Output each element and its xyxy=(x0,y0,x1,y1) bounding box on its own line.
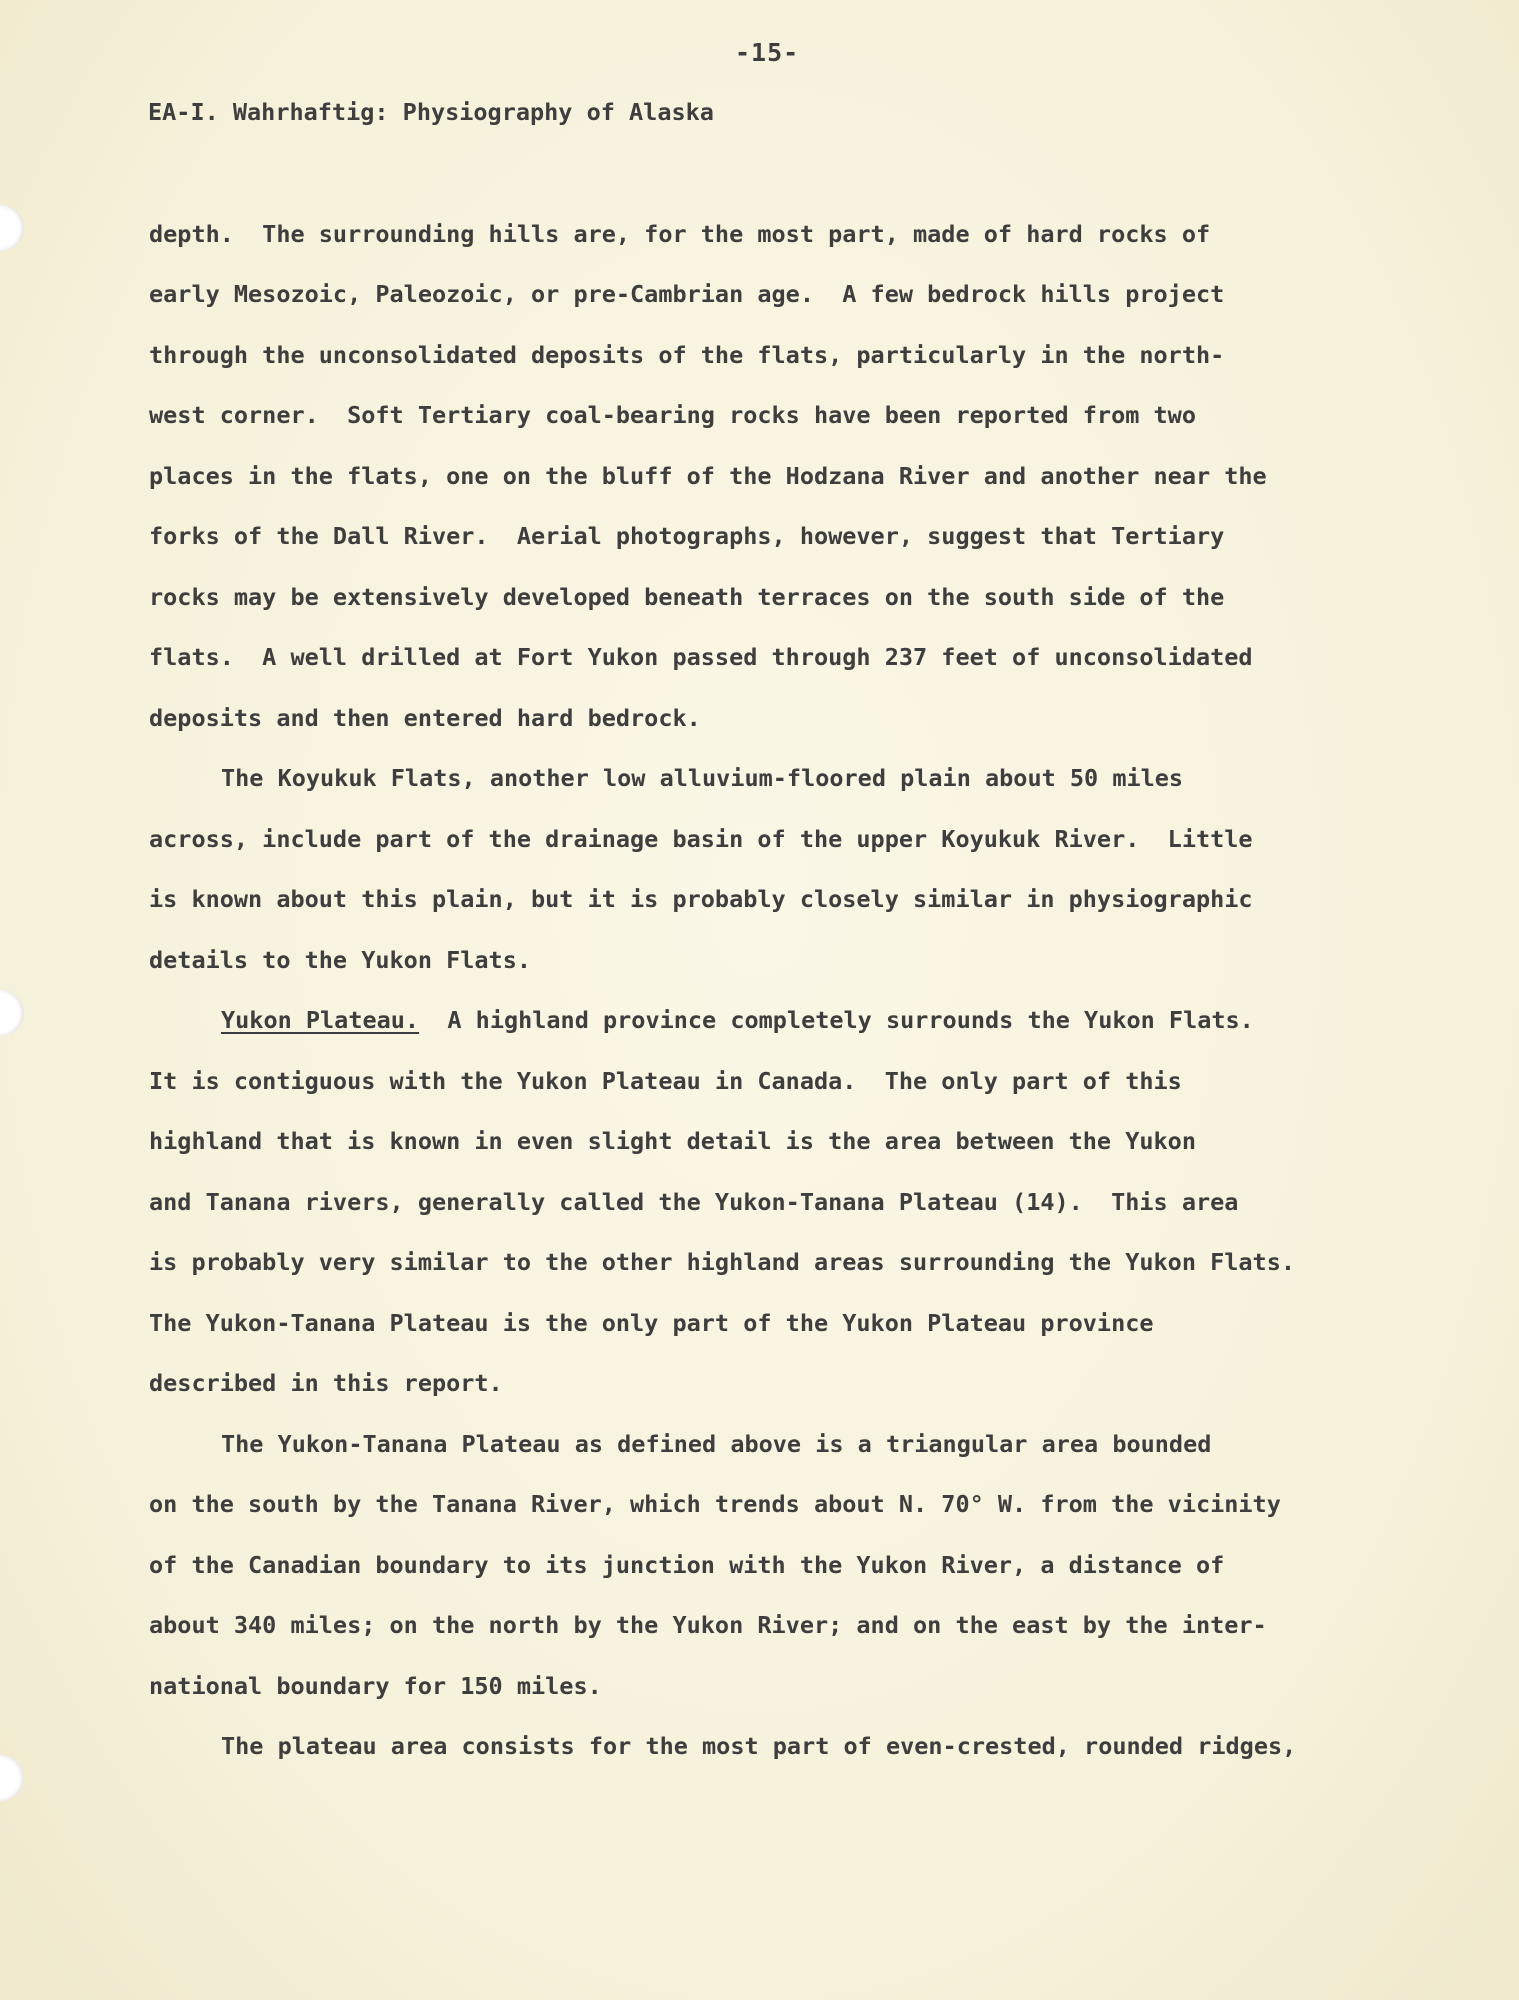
text-line: on the south by the Tanana River, which trends about N. 70° W. from the vicinity xyxy=(149,1490,1281,1518)
running-head: EA-I. Wahrhaftig: Physiography of Alaska xyxy=(148,98,714,126)
text-line: west corner. Soft Tertiary coal-bearing rocks have been reported from two xyxy=(149,401,1196,429)
text-line: rocks may be extensively developed beneath terraces on the south side of the xyxy=(149,583,1225,611)
text-line: about 340 miles; on the north by the Yukon River; and on the east by the inter- xyxy=(149,1611,1267,1639)
text-line: deposits and then entered hard bedrock. xyxy=(149,704,701,732)
text-line: details to the Yukon Flats. xyxy=(149,946,532,974)
text-line: national boundary for 150 miles. xyxy=(149,1672,602,1700)
text-line: described in this report. xyxy=(149,1369,503,1397)
punch-hole-bottom xyxy=(0,1755,24,1801)
section-paragraph-first-line xyxy=(221,1005,1254,1035)
text-line: of the Canadian boundary to its junction with the Yukon River, a distance of xyxy=(149,1551,1225,1579)
text-line: The Koyukuk Flats, another low alluvium-floored plain about 50 miles xyxy=(221,764,1184,792)
text-line: forks of the Dall River. Aerial photographs, however, suggest that Tertiary xyxy=(149,522,1225,550)
text-line: early Mesozoic, Paleozoic, or pre-Cambrian age. A few bedrock hills project xyxy=(149,280,1225,308)
text-line: depth. The surrounding hills are, for the most part, made of hard rocks of xyxy=(149,220,1211,248)
page-number: -15- xyxy=(735,38,800,67)
section-heading: Yukon Plateau. xyxy=(221,1006,420,1034)
text-line: highland that is known in even slight detail is the area between the Yukon xyxy=(149,1127,1196,1155)
text-line: and Tanana rivers, generally called the Yukon-Tanana Plateau (14). This area xyxy=(149,1188,1239,1216)
punch-hole-middle xyxy=(0,990,24,1036)
text-line: A highland province completely surrounds the Yukon Flats. xyxy=(419,1006,1254,1034)
punch-hole-top xyxy=(0,205,24,251)
text-line: is known about this plain, but it is probably closely similar in physiographic xyxy=(149,885,1253,913)
text-line: across, include part of the drainage basin of the upper Koyukuk River. Little xyxy=(149,825,1253,853)
text-line: through the unconsolidated deposits of the flats, particularly in the north- xyxy=(149,341,1225,369)
text-line: places in the flats, one on the bluff of the Hodzana River and another near the xyxy=(149,462,1267,490)
text-line: It is contiguous with the Yukon Plateau in Canada. The only part of this xyxy=(149,1067,1182,1095)
text-line: is probably very similar to the other highland areas surrounding the Yukon Flats. xyxy=(149,1248,1296,1276)
text-line: The Yukon-Tanana Plateau as defined above is a triangular area bounded xyxy=(221,1430,1212,1458)
text-line: The plateau area consists for the most part of even-crested, rounded ridges, xyxy=(221,1732,1297,1760)
text-line: flats. A well drilled at Fort Yukon passed through 237 feet of unconsolidated xyxy=(149,643,1253,671)
text-line: The Yukon-Tanana Plateau is the only part of the Yukon Plateau province xyxy=(149,1309,1154,1337)
